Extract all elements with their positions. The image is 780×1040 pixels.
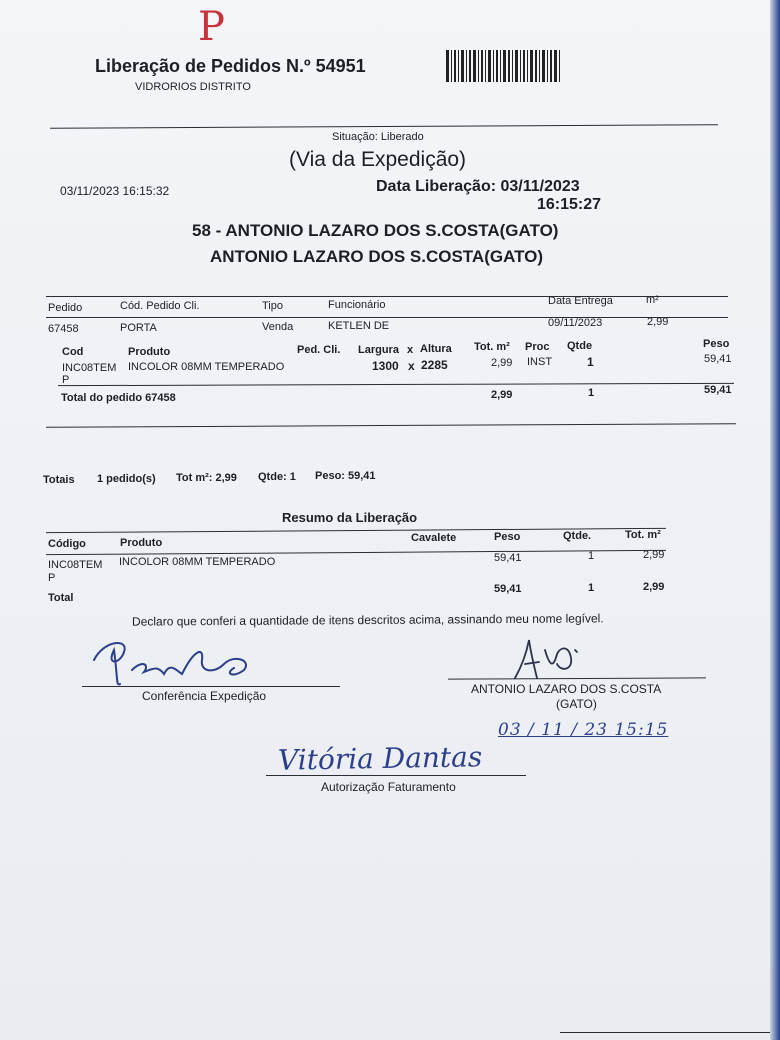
- item-largura: 1300: [372, 359, 399, 373]
- item-peso: 59,41: [704, 353, 732, 365]
- summary-col-peso: Peso: [494, 531, 521, 543]
- summary-peso: 59,41: [494, 552, 522, 564]
- print-datetime: 03/11/2023 16:15:32: [60, 184, 170, 198]
- via-label: (Via da Expedição): [289, 148, 467, 171]
- summary-col-codigo: Código: [48, 538, 86, 550]
- order-data-entrega: 09/11/2023: [548, 317, 603, 329]
- item-col-proc: Proc: [525, 341, 550, 353]
- item-col-produto: Produto: [128, 346, 171, 358]
- item-qtde: 1: [587, 355, 594, 369]
- background-edge: [770, 0, 780, 1040]
- item-cod-line2: P: [62, 374, 70, 386]
- summary-produto: INCOLOR 08MM TEMPERADO: [119, 556, 276, 568]
- item-produto: INCOLOR 08MM TEMPERADO: [128, 361, 285, 373]
- order-total-m2: 2,99: [491, 389, 513, 401]
- order-funcionario: KETLEN DE: [328, 320, 390, 332]
- col-m2: m²: [646, 294, 659, 306]
- autorizacao-label: Autorização Faturamento: [321, 780, 456, 794]
- item-col-largura: Largura: [358, 344, 399, 356]
- item-col-qtde: Qtde: [567, 340, 593, 352]
- summary-col-produto: Produto: [120, 537, 163, 549]
- totals-label: Totais: [43, 474, 75, 486]
- summary-total-peso: 59,41: [494, 583, 522, 595]
- col-tipo: Tipo: [262, 300, 283, 312]
- summary-total-label: Total: [48, 592, 74, 604]
- order-table-bottom-rule: [46, 423, 736, 428]
- client-line-1: 58 - ANTONIO LAZARO DOS S.COSTA(GATO): [192, 221, 559, 240]
- item-col-cod: Cod: [62, 346, 84, 358]
- summary-total-tot-m2: 2,99: [643, 581, 665, 593]
- item-altura: 2285: [421, 358, 448, 372]
- summary-col-qtde: Qtde.: [563, 530, 592, 542]
- summary-title: Resumo da Liberação: [282, 510, 418, 525]
- page-bottom-rule: [560, 1032, 770, 1033]
- item-x: x: [408, 359, 415, 373]
- order-total-label: Total do pedido 67458: [61, 392, 176, 404]
- order-m2: 2,99: [647, 316, 669, 328]
- declaration-text: Declaro que conferi a quantidade de itens descritos acima, assinando meu nome legível.: [131, 611, 604, 629]
- col-cod-pedido-cli: Cód. Pedido Cli.: [120, 300, 200, 312]
- totals-pedidos: 1 pedido(s): [97, 473, 156, 485]
- col-funcionario: Funcionário: [328, 299, 386, 311]
- order-total-qtde: 1: [588, 387, 595, 399]
- status-text: Situação: Liberado: [332, 131, 424, 143]
- client-signature: [505, 634, 595, 682]
- conferencia-label: Conferência Expedição: [142, 689, 267, 703]
- item-col-peso: Peso: [703, 338, 730, 350]
- client-line-2: ANTONIO LAZARO DOS S.COSTA(GATO): [210, 247, 544, 266]
- order-tipo: Venda: [262, 321, 294, 333]
- client-label-line1: ANTONIO LAZARO DOS S.COSTA: [471, 682, 662, 696]
- client-label-line2: (GATO): [556, 697, 597, 711]
- item-tot-m2: 2,99: [491, 357, 513, 369]
- conferencia-line: [82, 686, 340, 687]
- col-data-entrega: Data Entrega: [548, 295, 613, 307]
- item-total-rule: [58, 383, 734, 386]
- summary-header-rule: [46, 550, 666, 555]
- totals-qtde: Qtde: 1: [258, 471, 296, 483]
- autorizacao-signature: Vitória Dantas: [277, 740, 483, 777]
- liberation-date: Data Liberação: 03/11/2023: [376, 178, 580, 195]
- col-pedido: Pedido: [48, 302, 83, 314]
- item-cod-line1: INC08TEM: [62, 362, 117, 374]
- liberation-time: 16:15:27: [537, 196, 602, 213]
- header-divider: [50, 124, 718, 128]
- order-table-top-rule: [46, 296, 728, 297]
- summary-tot-m2: 2,99: [643, 549, 665, 561]
- totals-m2: Tot m²: 2,99: [176, 472, 237, 484]
- item-proc: INST: [527, 356, 553, 368]
- order-cod-pedido-cli: PORTA: [120, 322, 157, 334]
- document-title: Liberação de Pedidos N.º 54951: [95, 56, 366, 76]
- order-total-peso: 59,41: [704, 384, 732, 396]
- item-col-tot-m2: Tot. m²: [474, 341, 510, 353]
- totals-peso: Peso: 59,41: [315, 470, 376, 482]
- item-col-x: x: [407, 344, 414, 356]
- autorizacao-line: [266, 775, 526, 776]
- summary-codigo-line1: INC08TEM: [48, 559, 103, 571]
- barcode: [446, 50, 562, 82]
- pen-mark: P: [198, 4, 225, 50]
- summary-col-tot-m2: Tot. m²: [625, 529, 661, 541]
- item-col-altura: Altura: [420, 343, 452, 355]
- order-header-rule: [46, 317, 728, 318]
- summary-total-qtde: 1: [588, 582, 595, 594]
- conferencia-signature: [84, 630, 264, 688]
- summary-qtde: 1: [588, 550, 595, 562]
- summary-col-cavalete: Cavalete: [411, 532, 457, 544]
- summary-codigo-line2: P: [48, 572, 56, 584]
- company-name: VIDRORIOS DISTRITO: [135, 81, 251, 93]
- handwritten-date: 03 / 11 / 23 15:15: [498, 720, 669, 740]
- order-pedido: 67458: [48, 323, 79, 335]
- item-col-ped-cli: Ped. Cli.: [297, 344, 341, 356]
